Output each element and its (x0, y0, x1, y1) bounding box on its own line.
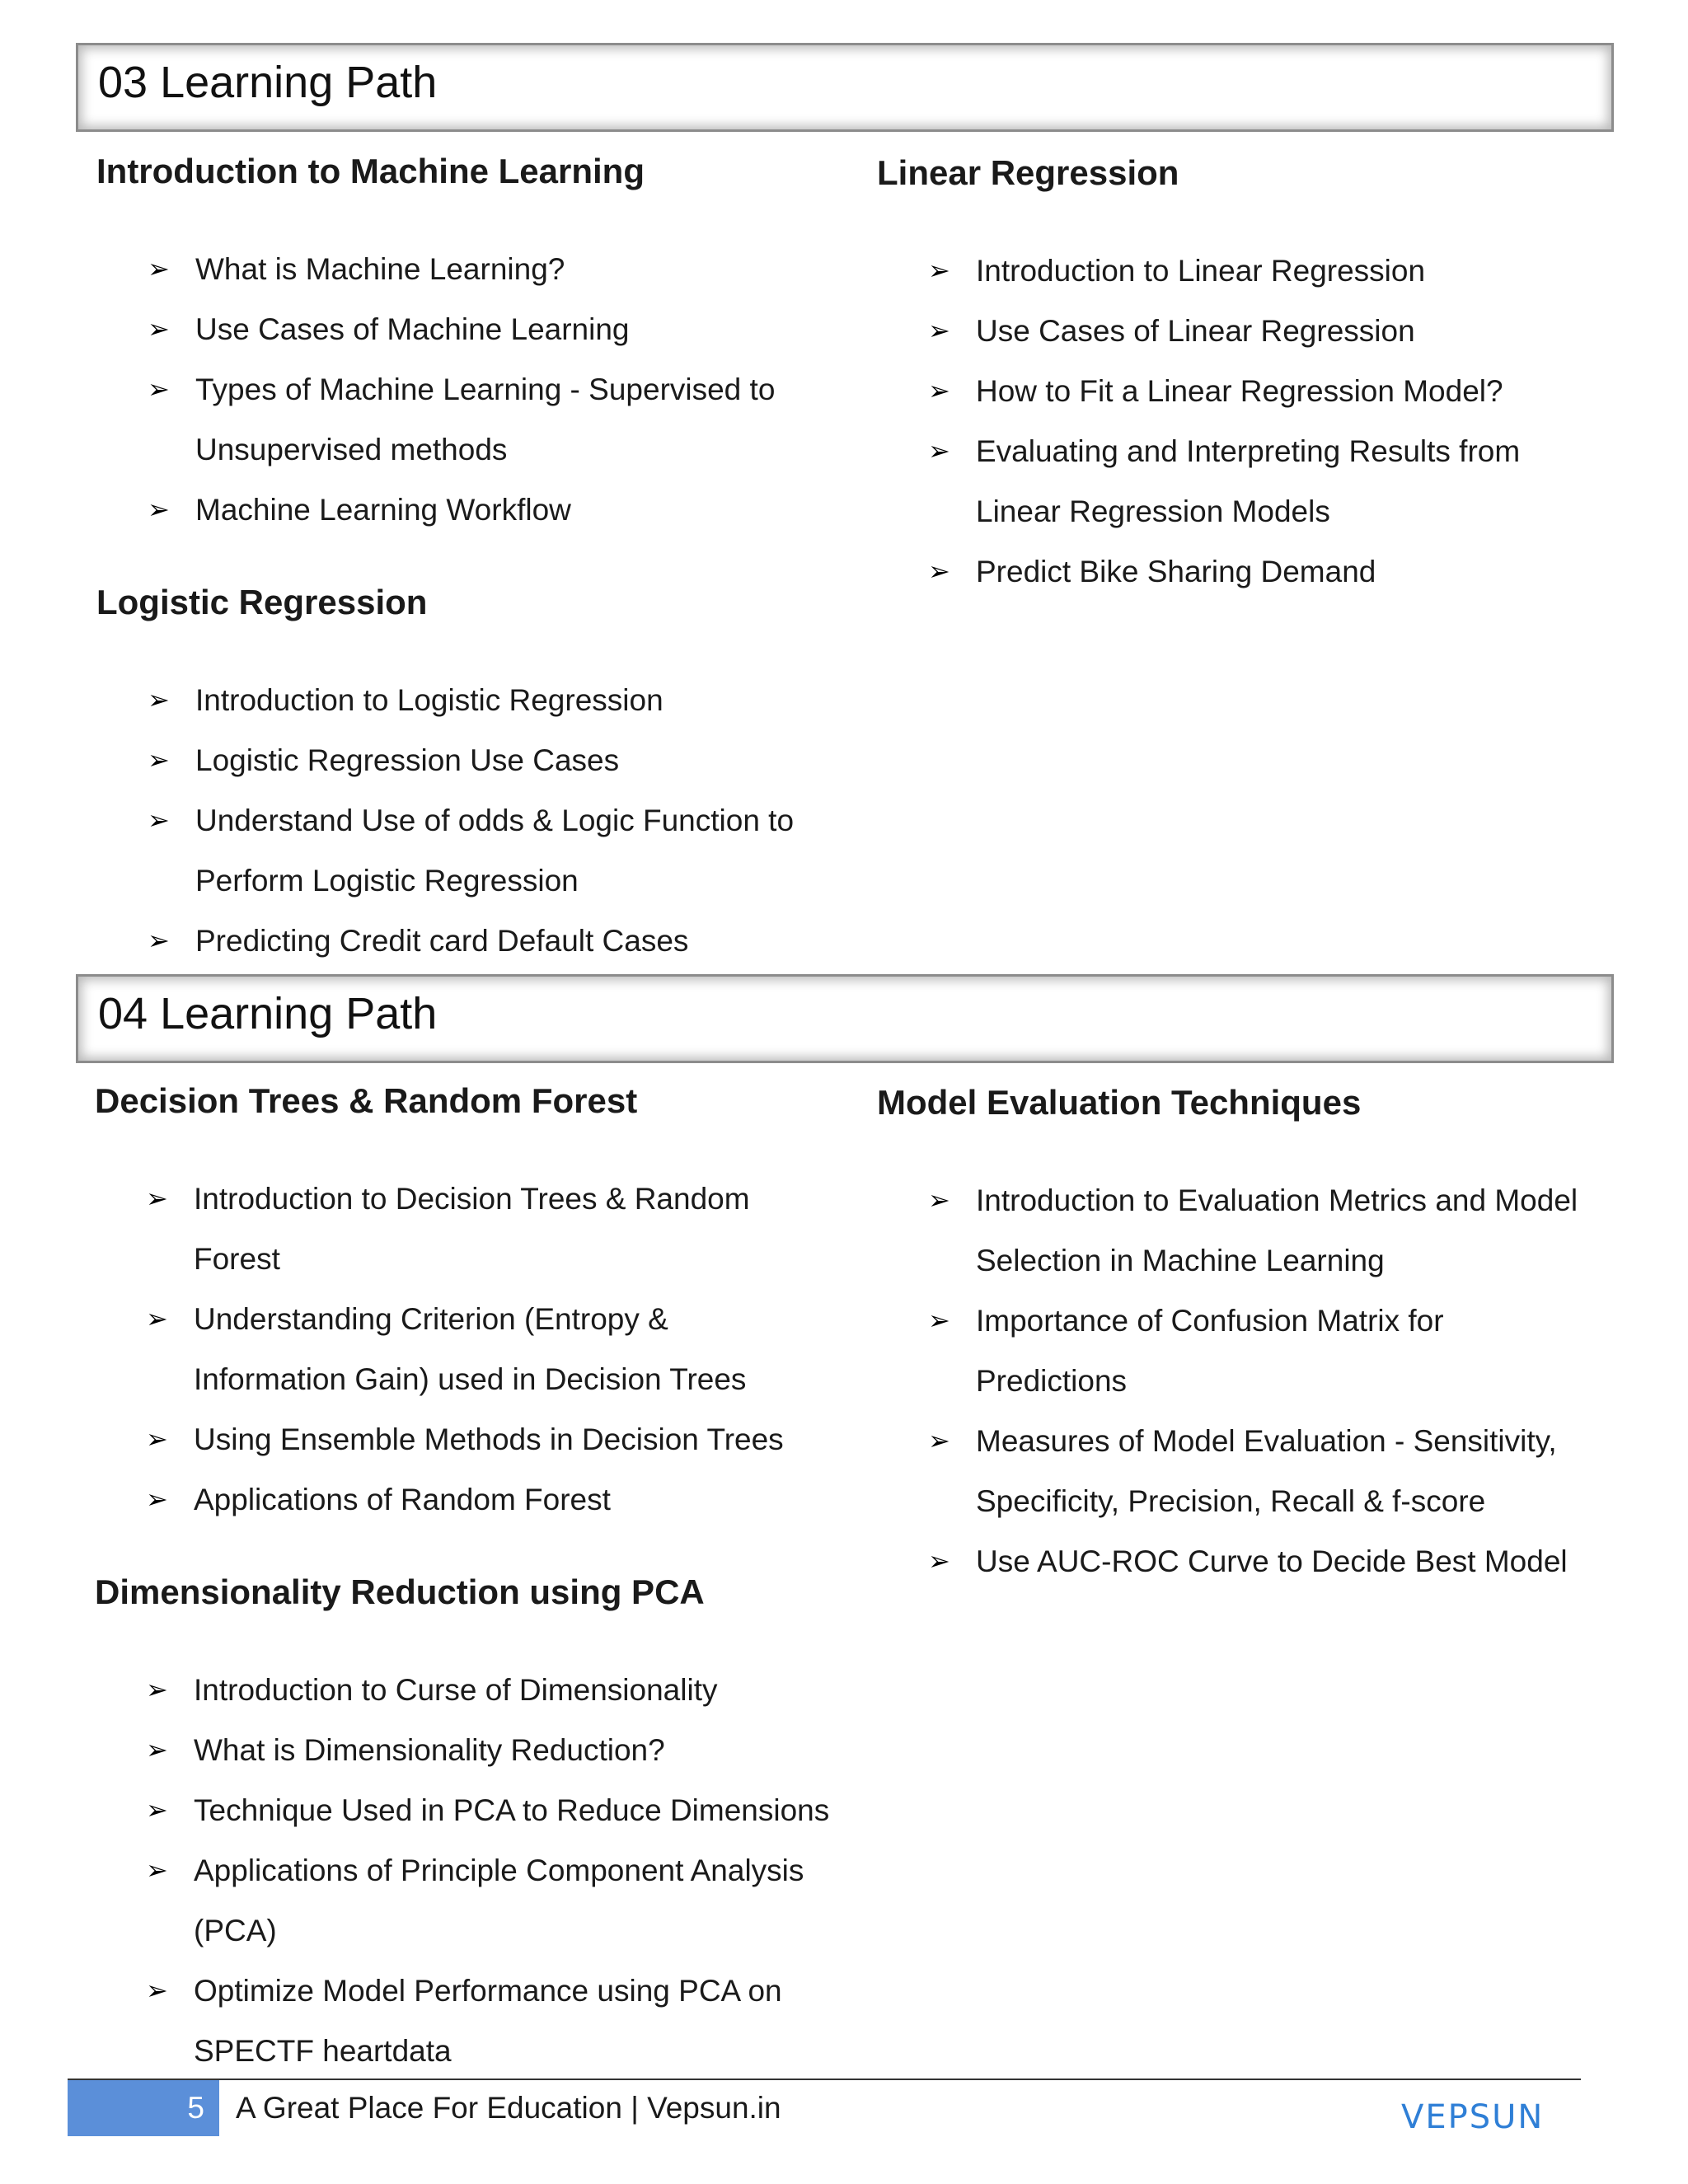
section-header-04 (76, 974, 1614, 1063)
column-left-04 (95, 1076, 837, 2081)
subsection-logistic-regression (96, 578, 838, 971)
subsection-pca (95, 1568, 837, 2081)
arrow-bullet-icon: ➢ (148, 253, 170, 284)
list-item: ➢ Applications of Random Forest (95, 1469, 837, 1530)
list-item: ➢ Applications of Principle Component Analysis (PCA) (95, 1840, 837, 1961)
list-item: ➢ Measures of Model Evaluation - Sensitivity, Specificity, Precision, Recall & f-score (877, 1411, 1619, 1531)
arrow-bullet-icon: ➢ (146, 1975, 168, 2006)
list-item: ➢ Predicting Credit card Default Cases (96, 911, 838, 971)
list-item: ➢ Importance of Confusion Matrix for Predictions (877, 1291, 1619, 1411)
list-item: ➢ Use AUC-ROC Curve to Decide Best Model (877, 1531, 1619, 1591)
arrow-bullet-icon: ➢ (148, 804, 170, 836)
subsection-intro-ml (96, 147, 838, 540)
subsection-decision-trees (95, 1076, 837, 1530)
arrow-bullet-icon: ➢ (928, 255, 950, 286)
list-item: ➢ How to Fit a Linear Regression Model? (877, 361, 1619, 421)
arrow-bullet-icon: ➢ (928, 315, 950, 346)
arrow-bullet-icon: ➢ (148, 925, 170, 956)
list-item: ➢ Evaluating and Interpreting Results from Linear Regression Models (877, 421, 1619, 541)
column-right-04 (877, 1078, 1619, 1591)
list-item: ➢ Introduction to Curse of Dimensionality (95, 1660, 837, 1720)
column-right-03 (877, 148, 1619, 602)
list-item: ➢ Predict Bike Sharing Demand (877, 541, 1619, 602)
subsection-model-evaluation (877, 1078, 1619, 1591)
section-header-03 (76, 43, 1614, 132)
list-item: ➢ Understand Use of odds & Logic Function to Perform Logistic Regression (96, 790, 838, 911)
page-number: 5 (68, 2080, 219, 2136)
list-item: ➢ Introduction to Decision Trees & Random Forest (95, 1169, 837, 1289)
subsection-title: Model Evaluation Techniques (877, 1083, 1362, 1122)
list-item: ➢ Optimize Model Performance using PCA on SPECTF heartdata (95, 1961, 837, 2081)
arrow-bullet-icon: ➢ (928, 1545, 950, 1577)
list-item: ➢ Introduction to Linear Regression (877, 241, 1619, 301)
list-item: ➢ What is Machine Learning? (96, 239, 838, 299)
list-item: ➢ Logistic Regression Use Cases (96, 730, 838, 790)
arrow-bullet-icon: ➢ (928, 1305, 950, 1336)
arrow-bullet-icon: ➢ (146, 1794, 168, 1825)
column-left-03 (96, 147, 838, 971)
arrow-bullet-icon: ➢ (148, 744, 170, 776)
arrow-bullet-icon: ➢ (148, 684, 170, 715)
list-item: ➢ Use Cases of Machine Learning (96, 299, 838, 359)
footer-text: A Great Place For Education | Vepsun.in (236, 2091, 781, 2125)
vepsun-logo: VEPSUN (1401, 2098, 1545, 2136)
list-item: ➢ Understanding Criterion (Entropy & Information Gain) used in Decision Trees (95, 1289, 837, 1409)
arrow-bullet-icon: ➢ (148, 494, 170, 525)
list-item: ➢ Types of Machine Learning - Supervised to Unsupervised methods (96, 359, 838, 480)
list-item: ➢ Use Cases of Linear Regression (877, 301, 1619, 361)
arrow-bullet-icon: ➢ (928, 1184, 950, 1216)
arrow-bullet-icon: ➢ (928, 1425, 950, 1456)
arrow-bullet-icon: ➢ (146, 1734, 168, 1765)
list-item: ➢ Using Ensemble Methods in Decision Trees (95, 1409, 837, 1469)
section-header-title: 03 Learning Path (98, 58, 438, 107)
arrow-bullet-icon: ➢ (146, 1183, 168, 1214)
arrow-bullet-icon: ➢ (146, 1423, 168, 1455)
arrow-bullet-icon: ➢ (148, 313, 170, 344)
list-item: ➢ What is Dimensionality Reduction? (95, 1720, 837, 1780)
arrow-bullet-icon: ➢ (146, 1854, 168, 1886)
list-item: ➢ Machine Learning Workflow (96, 480, 838, 540)
arrow-bullet-icon: ➢ (928, 375, 950, 406)
arrow-bullet-icon: ➢ (146, 1303, 168, 1334)
subsection-title: Linear Regression (877, 153, 1179, 192)
subsection-title: Logistic Regression (96, 583, 428, 621)
subsection-title: Dimensionality Reduction using PCA (95, 1572, 705, 1611)
list-item: ➢ Technique Used in PCA to Reduce Dimensions (95, 1780, 837, 1840)
subsection-linear-regression (877, 148, 1619, 602)
arrow-bullet-icon: ➢ (148, 373, 170, 405)
subsection-title: Decision Trees & Random Forest (95, 1081, 638, 1120)
section-header-title: 04 Learning Path (98, 989, 438, 1038)
subsection-title: Introduction to Machine Learning (96, 152, 645, 190)
list-item: ➢ Introduction to Logistic Regression (96, 670, 838, 730)
arrow-bullet-icon: ➢ (146, 1674, 168, 1705)
list-item: ➢ Introduction to Evaluation Metrics and Model Selection in Machine Learning (877, 1170, 1619, 1291)
arrow-bullet-icon: ➢ (146, 1483, 168, 1515)
arrow-bullet-icon: ➢ (928, 555, 950, 587)
arrow-bullet-icon: ➢ (928, 435, 950, 466)
